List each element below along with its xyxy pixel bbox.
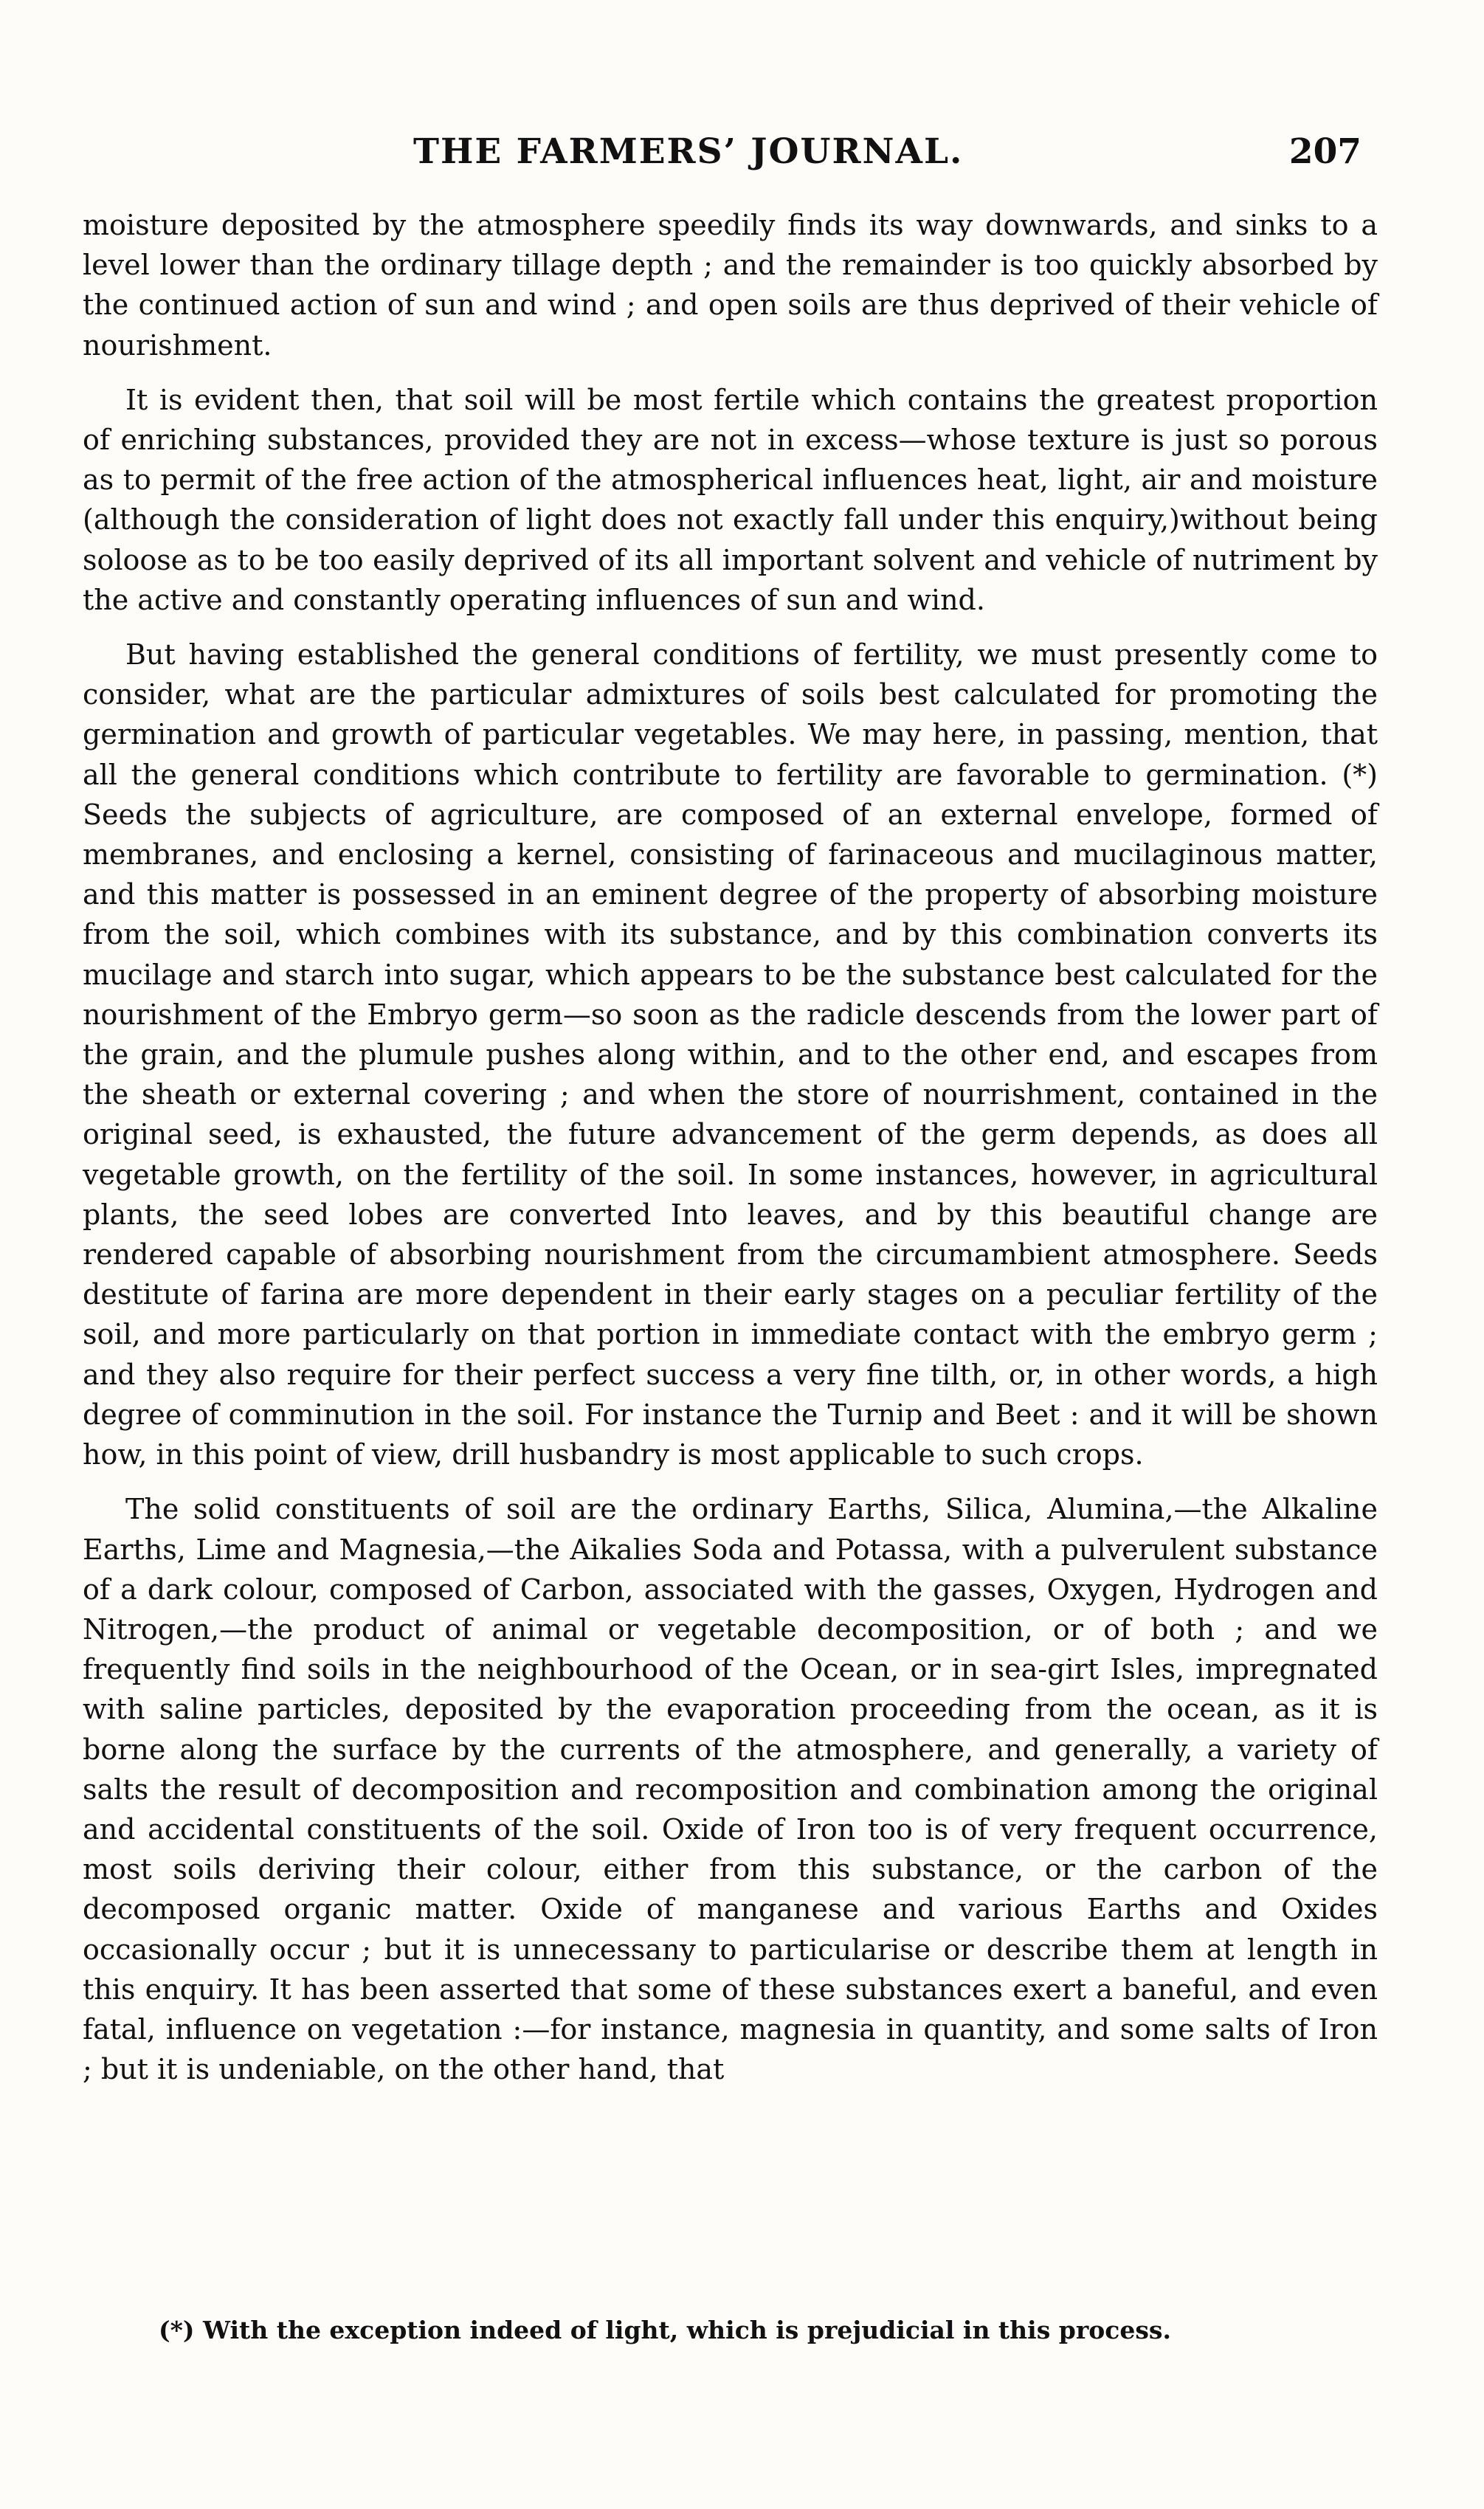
page-header (413, 131, 1402, 183)
paragraph-germination: But having established the general conditions of fertility, we must presently come to consider, what are the particular admixtures of soils best calculated for promoting the germination and growth of particular vegetables. We may here, in passing, mention, that all the general conditions which contribute to fertility are favorable to germination. (*) Seeds the subjects of agriculture, are composed of an external envelope, formed of membranes, and enclosing a kernel, consisting of farinaceous and mucilaginous matter, and this matter is possessed in an eminent degree of the property of absorbing moisture from the soil, which combines with its substance, and by this combination converts its mucilage and starch into sugar, which appears to be the substance best calculated for the nourishment of the Embryo germ—so soon as the radicle descends from the lower part of the grain, and the plumule pushes along within, and to the other end, and escapes from the sheath or external covering ; and when the store of nourrishment, contained in the original seed, is exhausted, the future advancement of the germ depends, as does all vegetable growth, on the fertility of the soil. In some instances, however, in agricultural plants, the seed lobes are converted Into leaves, and by this beautiful change are rendered capable of absorbing nourishment from the circumambient atmosphere. Seeds destitute of farina are more dependent in their early stages on a peculiar fertility of the soil, and more particularly on that portion in immediate contact with the embryo germ ; and they also require for their perfect success a very fine tilth, or, in other words, a high degree of comminution in the soil. For instance the Turnip and Beet : and it will be shown how, in this point of view, drill husbandry is most applicable to such crops. (83, 638, 1378, 1471)
paragraph-soil-constituents: The solid constituents of soil are the ordinary Earths, Silica, Alumina,—the Alkaline Earths, Lime and Magnesia,—the Aikalies Soda and Potassa, with a pulverulent substance of a dark colour, composed of Carbon, associated with the gasses, Oxygen, Hydrogen and Nitrogen,—the product of animal or vegetable decomposition, or of both ; and we frequently find soils in the neighbourhood of the Ocean, or in sea-girt Isles, impregnated with saline particles, deposited by the evaporation proceeding from the ocean, as it is borne along the surface by the currents of the atmosphere, and generally, a variety of salts the result of decomposition and recomposition and combination among the original and accidental constituents of the soil. Oxide of Iron too is of very frequent occurrence, most soils deriving their colour, either from this substance, or the carbon of the decomposed organic matter. Oxide of manganese and various Earths and Oxides occasionally occur ; but it is unnecessany to particularise or describe them at length in this enquiry. It has been asserted that some of these substances exert a baneful, and even fatal, influence on vegetation :—for instance, magnesia in quantity, and some salts of Iron ; but it is undeniable, on the other hand, that (83, 1493, 1378, 2086)
paragraph-fertility: It is evident then, that soil will be most fertile which contains the greatest proportion of enriching substances, provided they are not in excess—whose texture is just so porous as to permit of the free action of the atmospherical influences heat, light, air and moisture (although the consideration of light does not exactly fall under this enquiry,)without being soloose as to be too easily deprived of its all important solvent and vehicle of nutriment by the active and constantly operating influences of sun and wind. (83, 383, 1378, 616)
body-text (83, 205, 1378, 2104)
page-number: 207 (1288, 131, 1362, 172)
running-title: THE FARMERS’ JOURNAL. (413, 131, 964, 172)
paragraph-continued: moisture deposited by the atmosphere speedily finds its way downwards, and sinks to a level lower than the ordinary tillage depth ; and the remainder is too quickly absorbed by the continued action of sun and wind ; and open soils are thus deprived of their vehicle of nourishment. (83, 209, 1378, 362)
footnote: (*) With the exception indeed of light, which is prejudicial in this process. (159, 2316, 1171, 2344)
